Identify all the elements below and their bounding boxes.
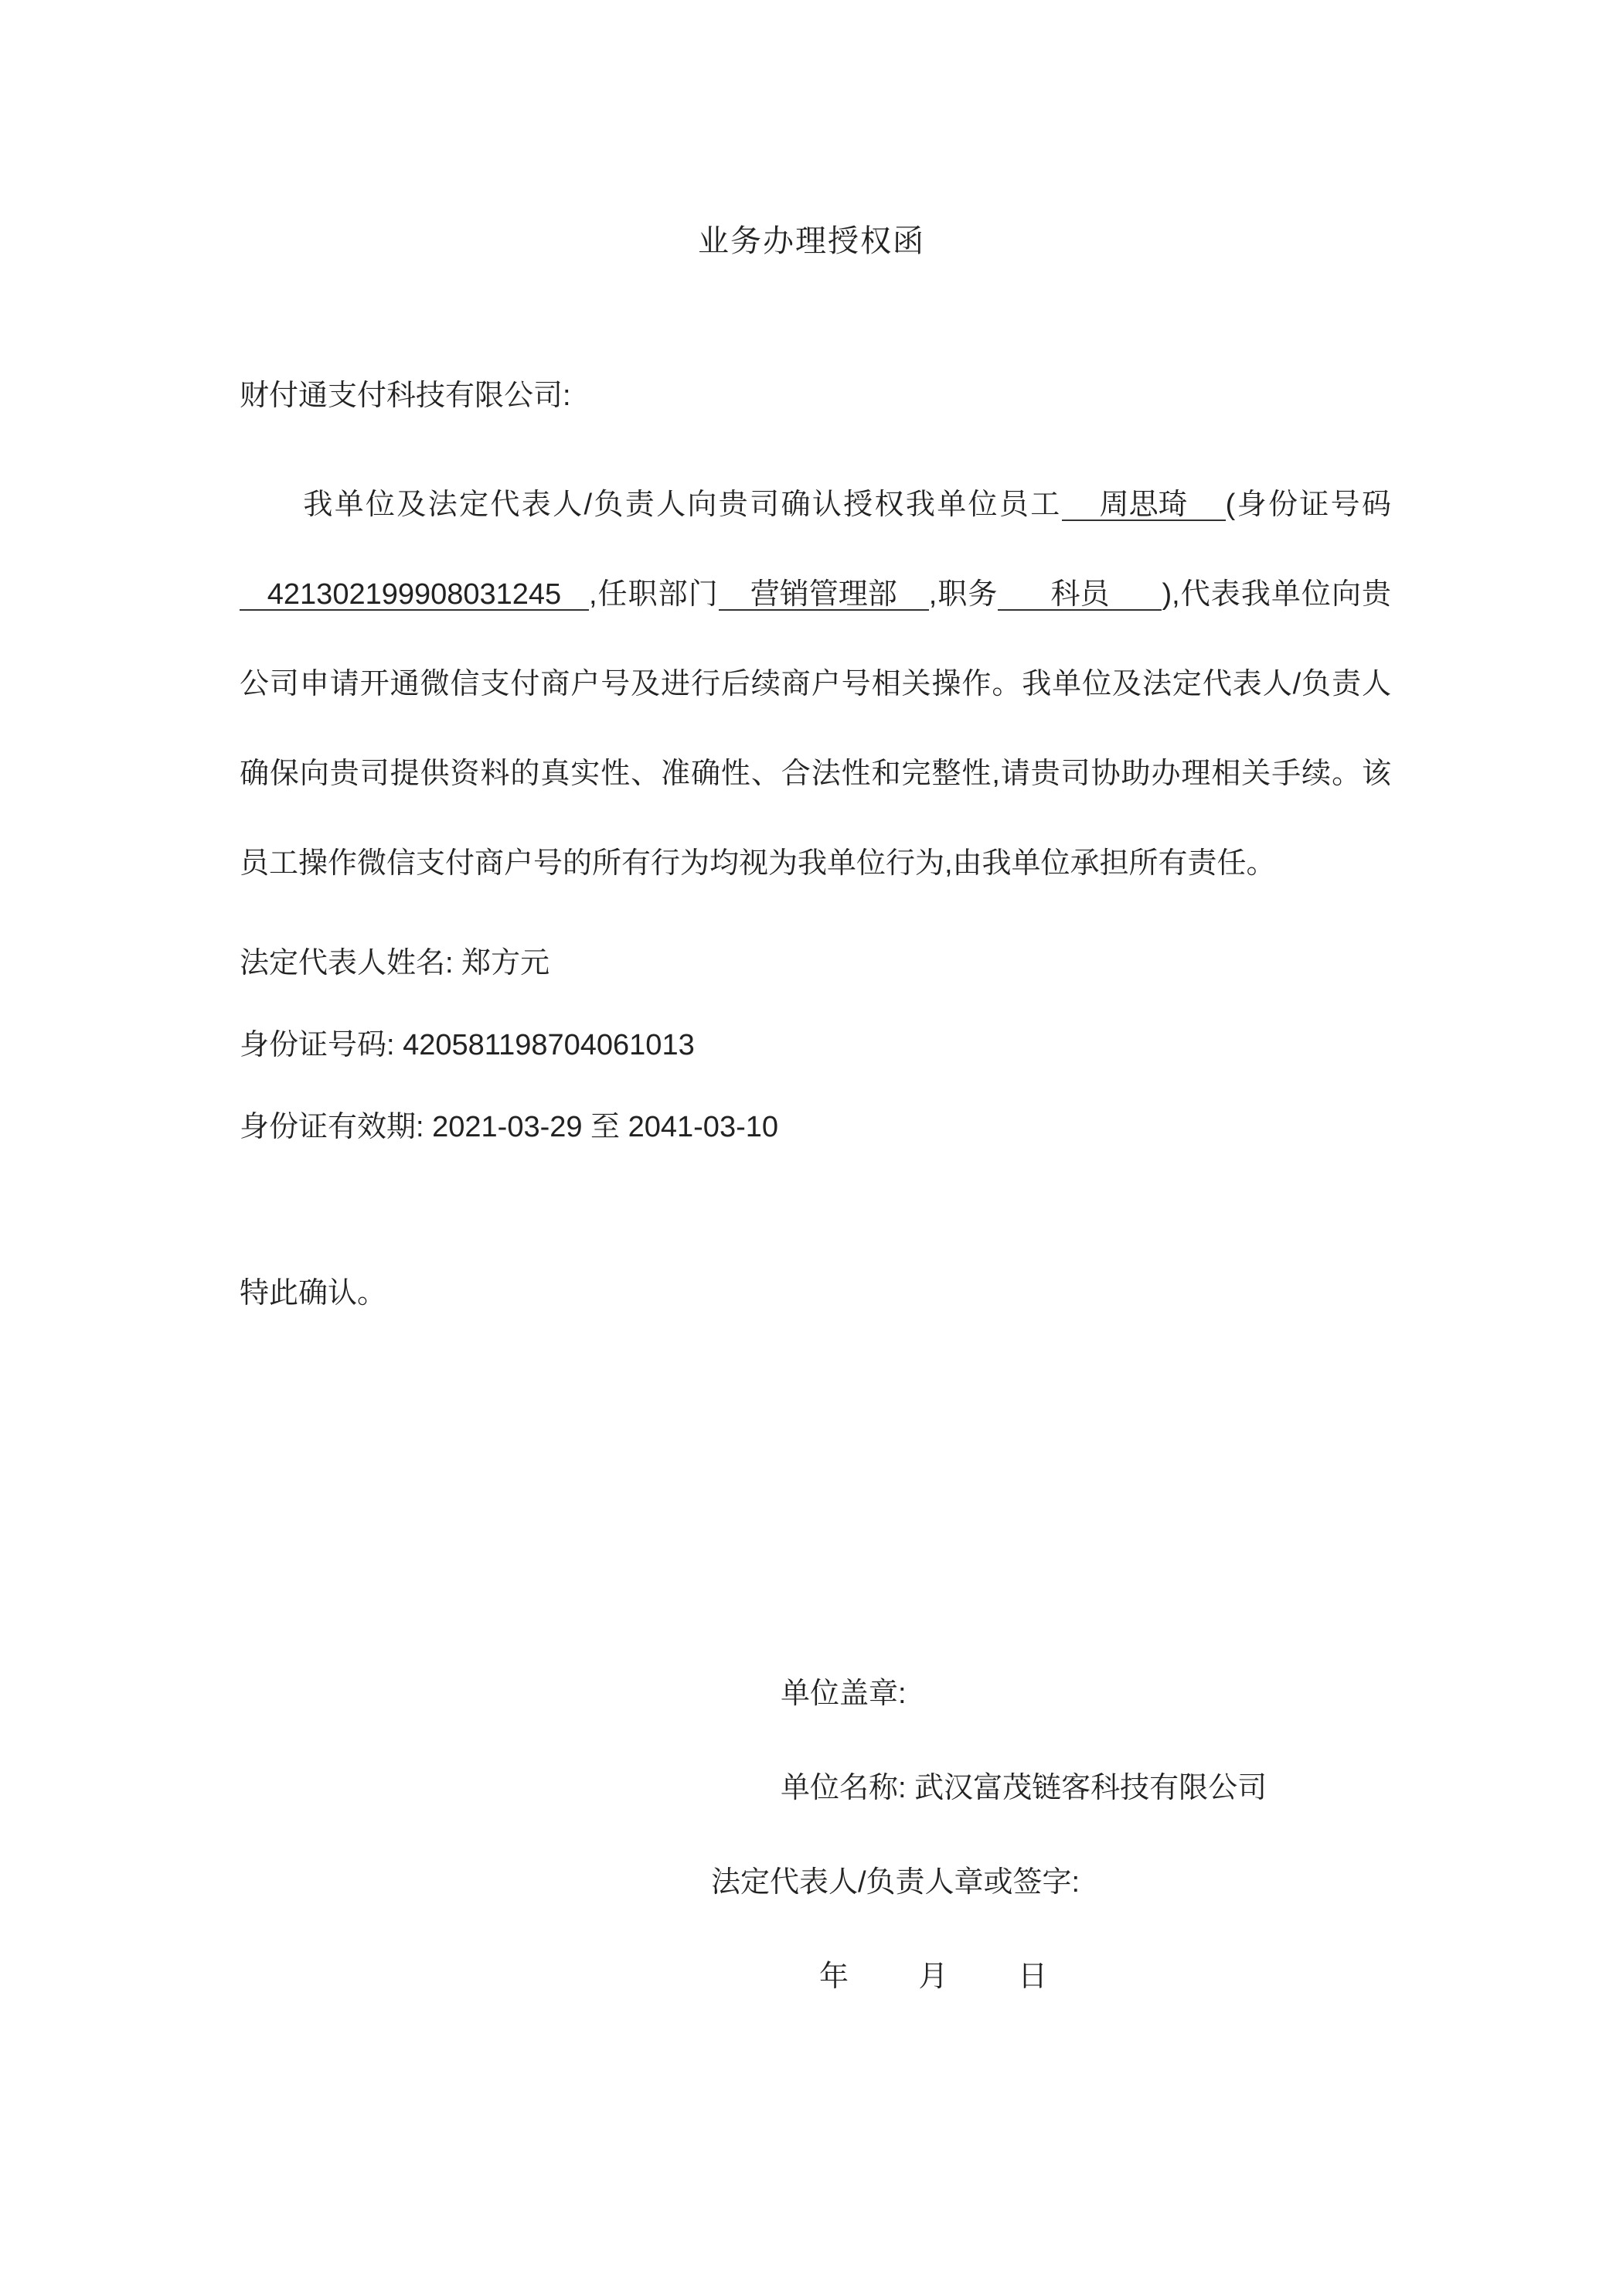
document-body	[240, 371, 1391, 1311]
legal-rep-validity-line	[240, 1086, 1391, 1168]
company-name-label: 单位名称:	[781, 1772, 907, 1804]
signature-block	[665, 1647, 1515, 2024]
legal-rep-info	[240, 922, 1391, 1168]
legal-rep-signature-label: 法定代表人/负责人章或签字:	[711, 1866, 1080, 1899]
employee-name-field: 周思琦	[1062, 490, 1226, 521]
legal-rep-validity-value: 2021-03-29 至 2041-03-10	[432, 1111, 778, 1143]
paragraph-segment-6: 代表我单位向贵公司申请开通微信支付商户号及进行后续商户号相关操作。我单位及法定代表人/负责人确保向贵司提供资料的真实性、准确性、合法性和完整性,请贵司协助办理相关手续。该员工操作微信支付商户号的所有行为均视为我单位行为,由我单位承担所有责任。	[240, 578, 1391, 880]
page-title: 业务办理授权函	[698, 224, 925, 258]
paragraph-segment-2: (身份证号码	[1225, 489, 1392, 521]
salutation: 财付通支付科技有限公司:	[240, 380, 571, 412]
paragraph-segment-4: ,职务	[928, 578, 999, 611]
authorization-paragraph	[240, 460, 1391, 908]
company-seal-label: 单位盖章:	[781, 1678, 907, 1710]
paragraph-segment-5: ),	[1162, 578, 1180, 611]
legal-rep-id-line	[240, 1004, 1391, 1086]
legal-rep-id-value: 420581198704061013	[403, 1029, 695, 1061]
legal-rep-name-line	[240, 922, 1391, 1004]
paragraph-segment-3: ,任职部门	[589, 578, 719, 611]
department-field: 营销管理部	[719, 580, 929, 611]
confirmation-text: 特此确认。	[240, 1277, 387, 1310]
legal-rep-name-value: 郑方元	[461, 947, 550, 979]
legal-rep-name-label: 法定代表人姓名:	[240, 947, 454, 979]
date-line: 年 月 日	[819, 1960, 1079, 1993]
legal-rep-id-label: 身份证号码:	[240, 1029, 395, 1061]
employee-id-field: 421302199908031245	[240, 580, 589, 611]
company-name-value: 武汉富茂链客科技有限公司	[914, 1772, 1267, 1804]
company-name-line	[781, 1741, 1515, 1835]
paragraph-segment-1: 我单位及法定代表人/负责人向贵司确认授权我单位员工	[301, 489, 1062, 521]
legal-rep-validity-label: 身份证有效期:	[240, 1111, 424, 1143]
job-title-field: 科员	[998, 580, 1162, 611]
